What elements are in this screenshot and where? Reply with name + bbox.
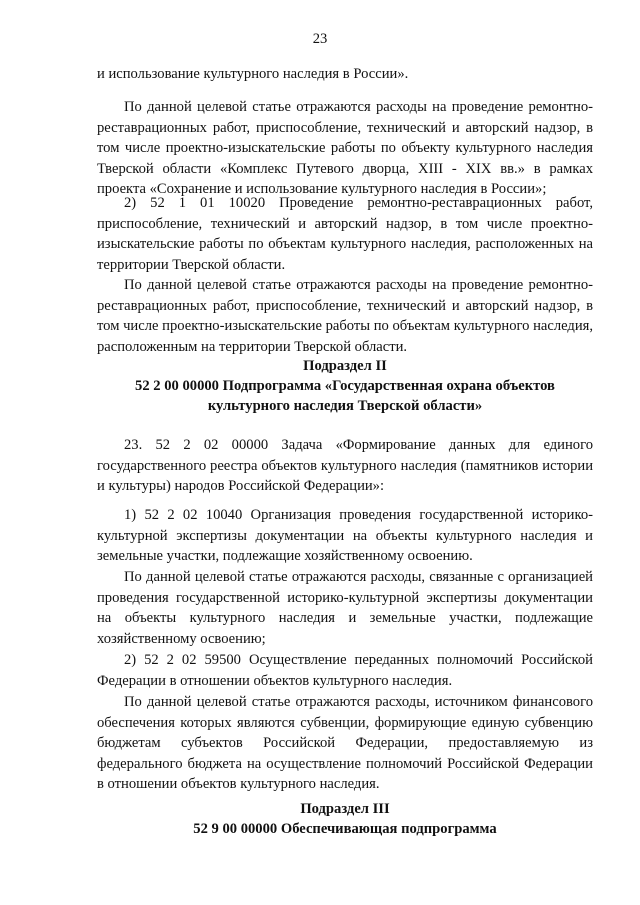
- section-3-heading-line-1: 52 9 00 00000 Обеспечивающая подпрограмма: [193, 821, 497, 837]
- page-number: 23: [312, 31, 328, 47]
- paragraph: 2) 52 1 01 10020 Проведение ремонтно-реставрационных работ, приспособление, технический и авторский надзор, в том числе проектно-изыскательские работы по объектам культурного наследия, расположенных на территории Тверской области.: [97, 195, 593, 273]
- paragraph: По данной целевой статье отражаются расходы, источником финансового обеспечения которых являются субвенции, формирующие единую субвенцию бюджетам субъектов Российской Федерации, предоставляемую из федерального бюджета на осуществление полномочий Российской Федерации в отношении объектов культурного наследия.: [97, 694, 593, 792]
- paragraph: 1) 52 2 02 10040 Организация проведения государственной историко-культурной экспертизы документации на объекты культурного наследия и земельные участки, подлежащие хозяйственному освоению.: [97, 507, 593, 564]
- paragraph: 23. 52 2 02 00000 Задача «Формирование данных для единого государственного реестра объектов культурного наследия (памятников истории и культуры) народов Российской Федерации»:: [97, 437, 593, 494]
- paragraph: По данной целевой статье отражаются расходы на проведение ремонтно-реставрационных работ, приспособление, технический и авторский надзор, в том числе проектно-изыскательские работы по объектам культурного наследия, расположенным на территории Тверской области.: [97, 277, 593, 355]
- section-2-heading-line-2: культурного наследия Тверской области»: [207, 398, 483, 414]
- section-2-heading-line-1: 52 2 00 00000 Подпрограмма «Государственная охрана объектов: [135, 378, 555, 394]
- paragraph: и использование культурного наследия в России».: [97, 66, 409, 82]
- paragraph: По данной целевой статье отражаются расходы, связанные с организацией проведения государственной историко-культурной экспертизы документации на объекты культурного наследия и земельные участки, подлежащие хозяйственному освоению;: [97, 569, 593, 647]
- paragraph: 2) 52 2 02 59500 Осуществление переданных полномочий Российской Федерации в отношении объектов культурного наследия.: [97, 652, 593, 689]
- section-3-title: Подраздел III: [300, 801, 390, 817]
- section-2-title: Подраздел II: [303, 358, 387, 374]
- paragraph: По данной целевой статье отражаются расходы на проведение ремонтно-реставрационных работ, приспособление, технический и авторский надзор, в том числе проектно-изыскательские работы по объекту культурного наследия Тверской области «Комплекс Путевого дворца, XIII - XIX вв.» в рамках проекта «Сохранение и использование культурного наследия в России»;: [97, 99, 593, 197]
